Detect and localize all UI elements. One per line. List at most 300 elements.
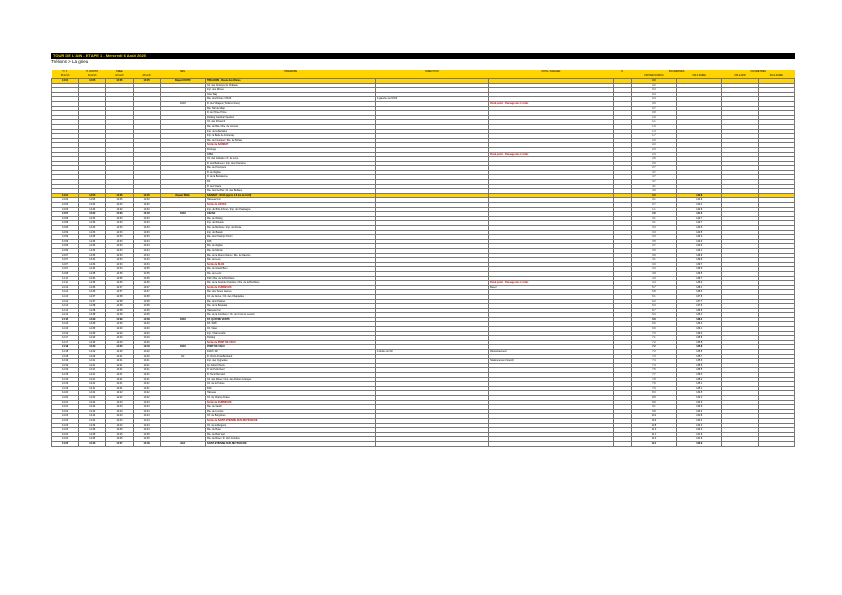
time-60: 14:17 [52, 336, 79, 341]
km-left-cell: 139.6 [677, 267, 722, 272]
time-44: 14:41 [133, 382, 160, 387]
time-42: 14:47 [106, 441, 133, 446]
location-cell: D10 [205, 386, 375, 391]
km-done-cell: 5.8 [631, 290, 676, 295]
location-cell: Rte. de la Bossade [205, 304, 375, 309]
km-done-cell: 7.9 [631, 386, 676, 391]
time-60: 14:14 [52, 313, 79, 318]
km-done-cell: 0.4 [631, 97, 676, 102]
time-40: 14:42 [79, 391, 106, 396]
km-left-cell: 140.6 [677, 226, 722, 231]
time-40: 14:45 [79, 432, 106, 437]
km-done-cell: 6.7 [631, 308, 676, 313]
time-44: 14:40 [133, 350, 160, 355]
time-44: 14:43 [133, 409, 160, 414]
time-44: 14:33 [133, 235, 160, 240]
km-left-cell: 139.7 [677, 262, 722, 267]
location-cell: Rte. des Chaines [205, 299, 375, 304]
time-44: 14:35 [133, 271, 160, 276]
time-42: 14:44 [106, 418, 133, 423]
km-left-cell: 140.1 [677, 248, 722, 253]
time-44: 14:41 [133, 386, 160, 391]
location-cell: R. des Bellevue / Imp. des Chanoine [205, 161, 375, 166]
km-left-cell: 143.8 [677, 198, 722, 203]
time-60: 14:01 [52, 79, 79, 84]
km-done-cell: 8.3 [631, 391, 676, 396]
note-cell: Rond-point - Passage des 2 côtés [489, 281, 614, 286]
time-40: 14:05 [79, 193, 106, 198]
km-done-cell: 6.3 [631, 304, 676, 309]
time-60: 14:01 [52, 193, 79, 198]
time-44: 14:41 [133, 377, 160, 382]
time-40: 14:42 [79, 400, 106, 405]
km-left-cell: 140.3 [677, 235, 722, 240]
km-done-cell: 7.5 [631, 368, 676, 373]
time-60: 14:19 [52, 386, 79, 391]
time-40: 14:41 [79, 368, 106, 373]
time-60: 14:23 [52, 418, 79, 423]
time-42: 14:39 [106, 322, 133, 327]
location-cell: D3 [205, 180, 375, 185]
km-left-cell: 132.0 [677, 428, 722, 433]
km-left-cell: 136.1 [677, 327, 722, 332]
time-60: 14:08 [52, 221, 79, 226]
time-60: 14:17 [52, 340, 79, 345]
km-done-cell: 3.3 [631, 235, 676, 240]
time-42: 14:43 [106, 405, 133, 410]
km-done-cell: 1.1 [631, 207, 676, 212]
time-40: 14:32 [79, 216, 106, 221]
direction-cell [375, 441, 488, 446]
location-cell: Rte. des Dîmes / D103 [205, 97, 375, 102]
km-done-cell: 0.0 [631, 193, 676, 198]
time-42: 14:42 [106, 395, 133, 400]
km-left-cell: 137.8 [677, 294, 722, 299]
time-44: 14:43 [133, 405, 160, 410]
km-left-cell: 139.4 [677, 281, 722, 286]
time-44: 14:44 [133, 418, 160, 423]
time-40: 14:37 [79, 299, 106, 304]
time-42: 14:38 [106, 308, 133, 313]
km-done-cell: 0.7 [631, 203, 676, 208]
location-cell: Hameau Fon [205, 198, 375, 203]
location-cell: Imp. la Belle de Fontenay [205, 134, 375, 139]
time-42: 14:33 [106, 248, 133, 253]
time-42: 14:41 [106, 373, 133, 378]
header-km-group-2: KILOMETRES [722, 70, 795, 74]
time-44: 14:32 [133, 207, 160, 212]
km-done-cell: 1.0 [631, 115, 676, 120]
km-done-cell: 0.2 [631, 83, 676, 88]
location-cell: Sortie de CUBREVOS [205, 400, 375, 405]
km-done-cell: 3.4 [631, 267, 676, 272]
location-cell: Rte. de Lumpré [205, 409, 375, 414]
km-done-cell: 4.3 [631, 189, 676, 194]
km-done-cell: 11.3 [631, 437, 676, 442]
location-cell: Ch. Viaux [205, 327, 375, 332]
km-done-cell: 10.5 [631, 423, 676, 428]
time-40: 14:45 [79, 428, 106, 433]
time-44: 14:36 [133, 276, 160, 281]
time-42: 14:40 [106, 331, 133, 336]
road-cell: D103 [160, 212, 205, 217]
header-ravito: H. RAVITO [79, 70, 106, 74]
time-42: 14:33 [106, 221, 133, 226]
time-44: 14:41 [133, 363, 160, 368]
time-42: 14:40 [106, 350, 133, 355]
location-cell: SAINDAT - D103 (après 4.8 km de fictif) [205, 193, 375, 198]
time-40: 14:34 [79, 258, 106, 263]
location-cell: D3 / D38 [205, 322, 375, 327]
direction-cell: A droite sur D2 [375, 350, 488, 355]
time-44: 14:35 [133, 267, 160, 272]
time-60: 14:13 [52, 294, 79, 299]
time-44: 14:37 [133, 285, 160, 290]
subheader-4: 44 km/h [133, 74, 160, 79]
km-done-cell: 0.7 [631, 106, 676, 111]
km-done-cell: 6.8 [631, 317, 676, 322]
km-done-cell: 1.4 [631, 129, 676, 134]
time-42: 14:38 [106, 304, 133, 309]
time-44: 14:33 [133, 221, 160, 226]
km-done-cell: 7.2 [631, 340, 676, 345]
km-left-cell: 135.8 [677, 340, 722, 345]
km-done-cell: 7.8 [631, 377, 676, 382]
time-44: 14:39 [133, 313, 160, 318]
time-42: 14:38 [106, 299, 133, 304]
time-44: 14:42 [133, 395, 160, 400]
subheader-km-add: KM à ADD [722, 74, 758, 79]
km-done-cell: 3.7 [631, 244, 676, 249]
location-cell: R. de l'Eglise [205, 170, 375, 175]
km-done-cell: 2.7 [631, 166, 676, 171]
km-left-cell: 140.5 [677, 230, 722, 235]
km-left-cell: 141.0 [677, 212, 722, 217]
location-cell: Rte. de Bas / Rte. de Limerez [205, 124, 375, 129]
time-44: 14:38 [133, 304, 160, 309]
time-40: 14:43 [79, 405, 106, 410]
time-42: 14:36 [106, 281, 133, 286]
location-cell: Rte. de Bertisse / Imp. de Rivoie [205, 226, 375, 231]
time-60: 14:18 [52, 350, 79, 355]
location-cell: Rte. de Luvé [205, 258, 375, 263]
time-40: 14:34 [79, 276, 106, 281]
km-done-cell: 6.9 [631, 327, 676, 332]
time-40: 14:41 [79, 386, 106, 391]
km-left-cell: 131.8 [677, 437, 722, 442]
time-44: 14:37 [133, 290, 160, 295]
location-cell: Rte. du Grand Bien [205, 267, 375, 272]
location-cell: ST. QUATRE VENTS [205, 317, 375, 322]
km-left-cell: 139.9 [677, 258, 722, 263]
time-42: 14:40 [106, 327, 133, 332]
time-44: 14:44 [133, 423, 160, 428]
time-40: 14:41 [79, 373, 106, 378]
time-60: 14:07 [52, 267, 79, 272]
time-40: 14:44 [79, 414, 106, 419]
time-60: 14:19 [52, 373, 79, 378]
km-left-cell: 135.1 [677, 386, 722, 391]
time-44: 14:36 [133, 281, 160, 286]
time-44: 14:34 [133, 244, 160, 249]
time-42: 14:39 [106, 317, 133, 322]
km-done-cell: 3.3 [631, 230, 676, 235]
time-42: 14:34 [106, 267, 133, 272]
location-cell: Rte. de Leurs [205, 271, 375, 276]
location-cell: Rte. de Frusquet / Rte. de Bohan [205, 138, 375, 143]
header-direction: DIRECTION [375, 70, 488, 74]
time-44: 14:32 [133, 203, 160, 208]
location-cell: Rte. des Champs Torvin [205, 235, 375, 240]
km-left-cell: 135.8 [677, 336, 722, 341]
time-42: 14:33 [106, 203, 133, 208]
location-cell: Imp. Charneuville [205, 331, 375, 336]
time-60: 14:13 [52, 304, 79, 309]
location-cell: Give Way [205, 92, 375, 97]
km-left-cell: 134.2 [677, 395, 722, 400]
km-left-cell: 135.1 [677, 382, 722, 387]
road-cell: D2A [160, 441, 205, 446]
time-44: 14:39 [133, 308, 160, 313]
location-cell: R. des Volets [205, 184, 375, 189]
location-cell: SAINT-ÉTIENNE-SUR-REYSSOUZE [205, 441, 375, 446]
time-42: 14:41 [106, 386, 133, 391]
location-cell: Sortie de CUBREVOS [205, 285, 375, 290]
time-40: 14:45 [79, 437, 106, 442]
road-cell: D103 [160, 101, 205, 106]
time-44: 14:33 [133, 226, 160, 231]
stage-subtitle: Trélions > La grieu [51, 59, 89, 64]
km-left-cell: 134.0 [677, 400, 722, 405]
header-itineraire: ITINÉRAIRE [205, 70, 375, 74]
time-40: 14:40 [79, 354, 106, 359]
location-cell: Rte. des Terres Jaunes [205, 290, 375, 295]
km-done-cell: 4.4 [631, 281, 676, 286]
time-42: 14:45 [106, 428, 133, 433]
time-60: 14:03 [52, 207, 79, 212]
location-cell: Ch. de Gréve / Ch. des Chappelles [205, 294, 375, 299]
location-cell: Ch. des Champs du Château [205, 83, 375, 88]
time-42: 14:32 [106, 207, 133, 212]
time-60: 14:19 [52, 363, 79, 368]
time-42: 14:44 [106, 423, 133, 428]
time-40: 14:43 [79, 409, 106, 414]
itinerary-rows [52, 79, 795, 447]
note-cell: Rond-point - Passage des 2 côtés [489, 152, 614, 157]
time-60: 14:11 [52, 281, 79, 286]
time-40: 14:38 [79, 313, 106, 318]
km-done-cell: 9.8 [631, 409, 676, 414]
time-44: 14:40 [133, 340, 160, 345]
km-done-cell: 3.9 [631, 248, 676, 253]
time-60: 14:08 [52, 271, 79, 276]
km-done-cell: 12.1 [631, 441, 676, 446]
time-40: 14:41 [79, 359, 106, 364]
time-60: 14:09 [52, 235, 79, 240]
time-42: 14:40 [106, 336, 133, 341]
time-60: 14:21 [52, 405, 79, 410]
km-done-cell: 10.4 [631, 418, 676, 423]
time-42: 14:33 [106, 216, 133, 221]
km-done-cell: 7.4 [631, 363, 676, 368]
time-40: 14:42 [79, 395, 106, 400]
location-cell: CÉZAN [205, 212, 375, 217]
km-left-cell: 135.6 [677, 363, 722, 368]
time-40: 14:32 [79, 203, 106, 208]
time-60: 14:09 [52, 230, 79, 235]
location-cell: Hameau Fon [205, 308, 375, 313]
time-44: 14:40 [133, 331, 160, 336]
km-left-cell: 135.2 [677, 377, 722, 382]
km-left-cell: 135.6 [677, 359, 722, 364]
time-60: 14:03 [52, 203, 79, 208]
time-42: 14:35 [106, 271, 133, 276]
location-cell: Rte. de la Grande Charrière / Rte. de la Bombière [205, 281, 375, 286]
km-done-cell: 2.3 [631, 147, 676, 152]
time-42: 14:34 [106, 258, 133, 263]
time-40: 14:39 [79, 327, 106, 332]
location-cell: Imp. du Bois d'Arret / Imp. de Chassagne [205, 207, 375, 212]
location-cell: Rte. de Bose / R. Vert Combes [205, 437, 375, 442]
time-42: 14:43 [106, 409, 133, 414]
time-42: 14:05 [106, 198, 133, 203]
km-done-cell: 3.1 [631, 221, 676, 226]
time-60: 14:24 [52, 432, 79, 437]
time-44: 14:34 [133, 262, 160, 267]
km-left-cell: 135.6 [677, 350, 722, 355]
time-42: 14:41 [106, 354, 133, 359]
km-left-cell: 137.7 [677, 299, 722, 304]
subheader-km-parcourus: KM PARCOURUS [631, 74, 676, 79]
location-cell: Rte. du Monde [205, 248, 375, 253]
time-42: 14:05 [106, 193, 133, 198]
time-60: 14:23 [52, 428, 79, 433]
time-42: 14:37 [106, 285, 133, 290]
location-cell: Sortie de SAINT ÉTIENNE-SUR-REYSSOUZE [205, 418, 375, 423]
location-cell: R. Victor Arnal-Bertrand [205, 354, 375, 359]
km-left-cell: 140.7 [677, 216, 722, 221]
location-cell: R. de la Bécalienne [205, 175, 375, 180]
time-40: 14:40 [79, 345, 106, 350]
location-cell: Ch. des Mines / Imp. des Petites Granges [205, 377, 375, 382]
km-done-cell: 6.1 [631, 294, 676, 299]
km-left-cell: 136.4 [677, 317, 722, 322]
time-44: 14:05 [133, 79, 160, 84]
time-40: 14:33 [79, 244, 106, 249]
time-60: 14:07 [52, 253, 79, 258]
time-40: 14:33 [79, 239, 106, 244]
time-60: 14:07 [52, 212, 79, 217]
location-cell: Hameau [205, 391, 375, 396]
location-cell: R. du Puits Neuf [205, 368, 375, 373]
road-cell: D2 [160, 354, 205, 359]
location-cell: D103 / D2 [205, 350, 375, 355]
time-44: 14:40 [133, 336, 160, 341]
location-cell: R. de l'Orée Prime [205, 111, 375, 116]
time-44: 14:33 [133, 212, 160, 217]
km-done-cell: 2.0 [631, 138, 676, 143]
time-44: 14:41 [133, 373, 160, 378]
km-done-cell: 3.7 [631, 180, 676, 185]
km-left-cell: 138.1 [677, 285, 722, 290]
location-cell: Rte. de Pommiers [205, 166, 375, 171]
km-left-cell: 136.2 [677, 322, 722, 327]
time-44: 14:38 [133, 299, 160, 304]
time-40: 14:33 [79, 230, 106, 235]
time-42: 14:38 [106, 294, 133, 299]
subheader-3: 42 km/h [106, 74, 133, 79]
km-done-cell: 3.1 [631, 216, 676, 221]
km-done-cell: 8.9 [631, 400, 676, 405]
note-cell: Rond-point - Passage des 2 côtés [489, 101, 614, 106]
km-done-cell: 3.7 [631, 175, 676, 180]
location-cell: Rte. de l'Etang [205, 216, 375, 221]
km-left-cell: 136.0 [677, 331, 722, 336]
km-left-cell: 143.8 [677, 193, 722, 198]
time-60: 14:09 [52, 226, 79, 231]
location-cell: Ch. de Borgnines [205, 414, 375, 419]
time-42: 14:05 [106, 79, 133, 84]
location-cell: Pérouge [205, 147, 375, 152]
location-cell: Rte. de la Douce Dame / Rte. de Ravoire [205, 253, 375, 258]
time-40: 14:33 [79, 253, 106, 258]
subheader-km-a-faire: KM A FAIRE [677, 74, 722, 79]
time-60: 14:12 [52, 290, 79, 295]
time-42: 14:40 [106, 340, 133, 345]
time-40: 14:36 [79, 281, 106, 286]
time-40: 14:37 [79, 294, 106, 299]
time-42: 14:33 [106, 235, 133, 240]
time-40: 14:35 [79, 271, 106, 276]
km-left-cell: 136.9 [677, 308, 722, 313]
time-42: 14:42 [106, 391, 133, 396]
km-done-cell: 2.4 [631, 152, 676, 157]
time-40: 14:40 [79, 350, 106, 355]
location-cell: Ch. des Pévanch [205, 120, 375, 125]
time-40: 14:32 [79, 212, 106, 217]
time-40: 14:33 [79, 248, 106, 253]
km-done-cell: 3.7 [631, 170, 676, 175]
time-60: 14:15 [52, 317, 79, 322]
km-done-cell: 0.4 [631, 92, 676, 97]
location-cell: Imp. de la Berraine [205, 129, 375, 134]
km-done-cell: 0.1 [631, 198, 676, 203]
time-60: 14:18 [52, 345, 79, 350]
km-done-cell: 7.4 [631, 359, 676, 364]
km-left-cell: 134.5 [677, 391, 722, 396]
location-cell: D3BA [205, 152, 375, 157]
time-60: 14:19 [52, 368, 79, 373]
km-done-cell: 2.8 [631, 212, 676, 217]
time-42: 14:33 [106, 226, 133, 231]
km-left-cell: 140.3 [677, 244, 722, 249]
km-todo-cell [758, 441, 794, 446]
km-left-cell: 130.9 [677, 441, 722, 446]
time-60: 14:18 [52, 354, 79, 359]
km-done-cell: 11.1 [631, 432, 676, 437]
km-done-cell: 0.9 [631, 101, 676, 106]
time-60: 14:19 [52, 382, 79, 387]
km-done-cell: 0.8 [631, 111, 676, 116]
location-cell: Rte. Tall de Mapi [205, 106, 375, 111]
time-60: 14:09 [52, 248, 79, 253]
subheader-1: 60 km/h [52, 74, 79, 79]
s-cell [613, 441, 631, 446]
road-cell: D103 [160, 317, 205, 322]
time-44: 14:45 [133, 437, 160, 442]
km-done-cell: 2.5 [631, 157, 676, 162]
time-44: 14:40 [133, 354, 160, 359]
